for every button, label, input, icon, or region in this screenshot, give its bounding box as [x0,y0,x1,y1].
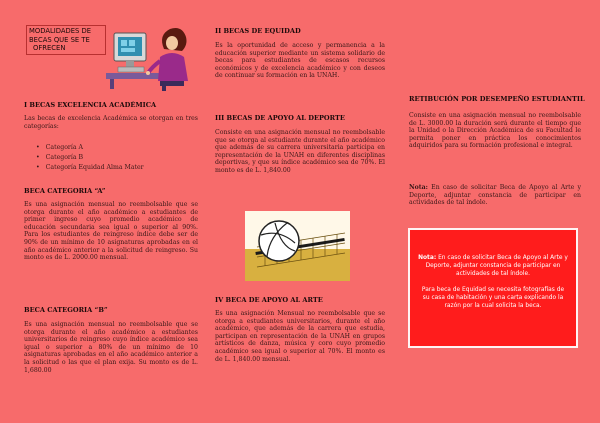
nota-body: En caso de solicitar Beca de Apoyo al Arte y Deporte, adjuntar constancia de participar en actividades de tal índole. [409,184,581,207]
deporte-body: Consiste en una asignación mensual no reembolsable que se otorga al estudiante durante el año académico que además de su carrera universitaria participa en representación de la UNAH en diferentes disciplinas deportivas, y que su índice académico sea de 70%. El monto es de L. 1,840.00 [215,129,385,174]
section-heading-deporte: III BECAS DE APOYO AL DEPORTE [215,114,345,122]
column-right [405,0,585,423]
red-box-nota-body: En caso de solicitar Beca de Apoyo al Arte y Deporte, adjuntar constancia de participar en actividades de tal índole. [425,255,568,277]
nota-label: Nota: [409,184,428,191]
equidad-body: Es la oportunidad de acceso y permanencia a la educación superior mediante un sistema solidario de becas para estudiantes de escasos recursos económicos y de excelencia académico y con deseos de continuar su formación en la UNAH. [215,42,385,80]
section-heading-equidad: II BECAS DE EQUIDAD [215,27,301,35]
red-box-nota-label: Nota: [418,255,437,261]
cat-b-body: Es una asignación mensual no reembolsable que se otorga durante el año académico a estudiantes universitarios de reingreso cuyo índice académico sea igual o superior a 80% de un mínimo de 10 asignaturas aprobadas en el año académico anterior a la solicitud o las que el plan exija. Su monto es de L. 1,680.00 [24,321,198,374]
cat-a-body: Es una asignación mensual no reembolsable que se otorga durante el año académico a estudiantes de primer ingreso cuyo promedio académico de educación secundaria sea igual o superior al 90%. Para los estudiantes de reingreso índice debe ser de 90% de un mínimo de 10 asignaturas aprobadas en el año académico anterior a la solicitud de reingreso. Su monto es de L. 2000.00 mensual. [24,201,198,262]
section-heading-retribucion: RETIBUCIÓN POR DESEMPEÑO ESTUDIANTIL [409,95,585,103]
arte-body: Es una asignación Mensual no reembolsable que se otorga a estudiantes universitarios, durante el año académico, que además de la carrera que estudia, participan en representación de la UNAH en grupos artísticos de danza, música y coro cuyo promedio académico sea igual o superior al 70%. El monto es de L. 1,840.00 mensual. [215,310,385,363]
title-line: OFRECEN [33,44,66,53]
list-item: • Categoría B [36,153,144,163]
volleyball-illustration [245,211,350,281]
section-heading-cat-b: BECA CATEGORIA “B” [24,306,108,314]
requirements-note-box [408,228,578,348]
category-list [36,143,144,173]
column-left [20,0,202,423]
nota-paragraph [409,184,581,207]
section-heading-excelencia: I BECAS EXCELENCIA ACADÉMICA [24,101,157,109]
title-line: MODALIDADES DE [29,27,92,35]
section-heading-arte: IV BECA DE APOYO AL ARTE [215,296,323,304]
red-box-equidad-note: Para beca de Equidad se necesita fotografías de su casa de habitación y una carta explicando la razón por la cual solicita la beca. [421,287,565,309]
list-item: • Categoría Equidad Alma Mater [36,163,144,173]
section-heading-cat-a: BECA CATEGORIA “A” [24,187,106,195]
red-box-nota [418,254,568,278]
retribucion-body: Consiste en una asignación mensual no reembolsable de L. 3000.00 la duración será durante el tiempo que la Unidad o la Dirección Académica de su Facultad le permita poner en práctica los conocimientos adquiridos para su formación profesional e integral. [409,112,581,150]
excelencia-intro: Las becas de excelencia Académica se otorgan en tres categorías: [24,115,198,130]
list-item: • Categoría A [36,143,144,153]
title-line: BECAS QUE SE TE [29,35,90,44]
